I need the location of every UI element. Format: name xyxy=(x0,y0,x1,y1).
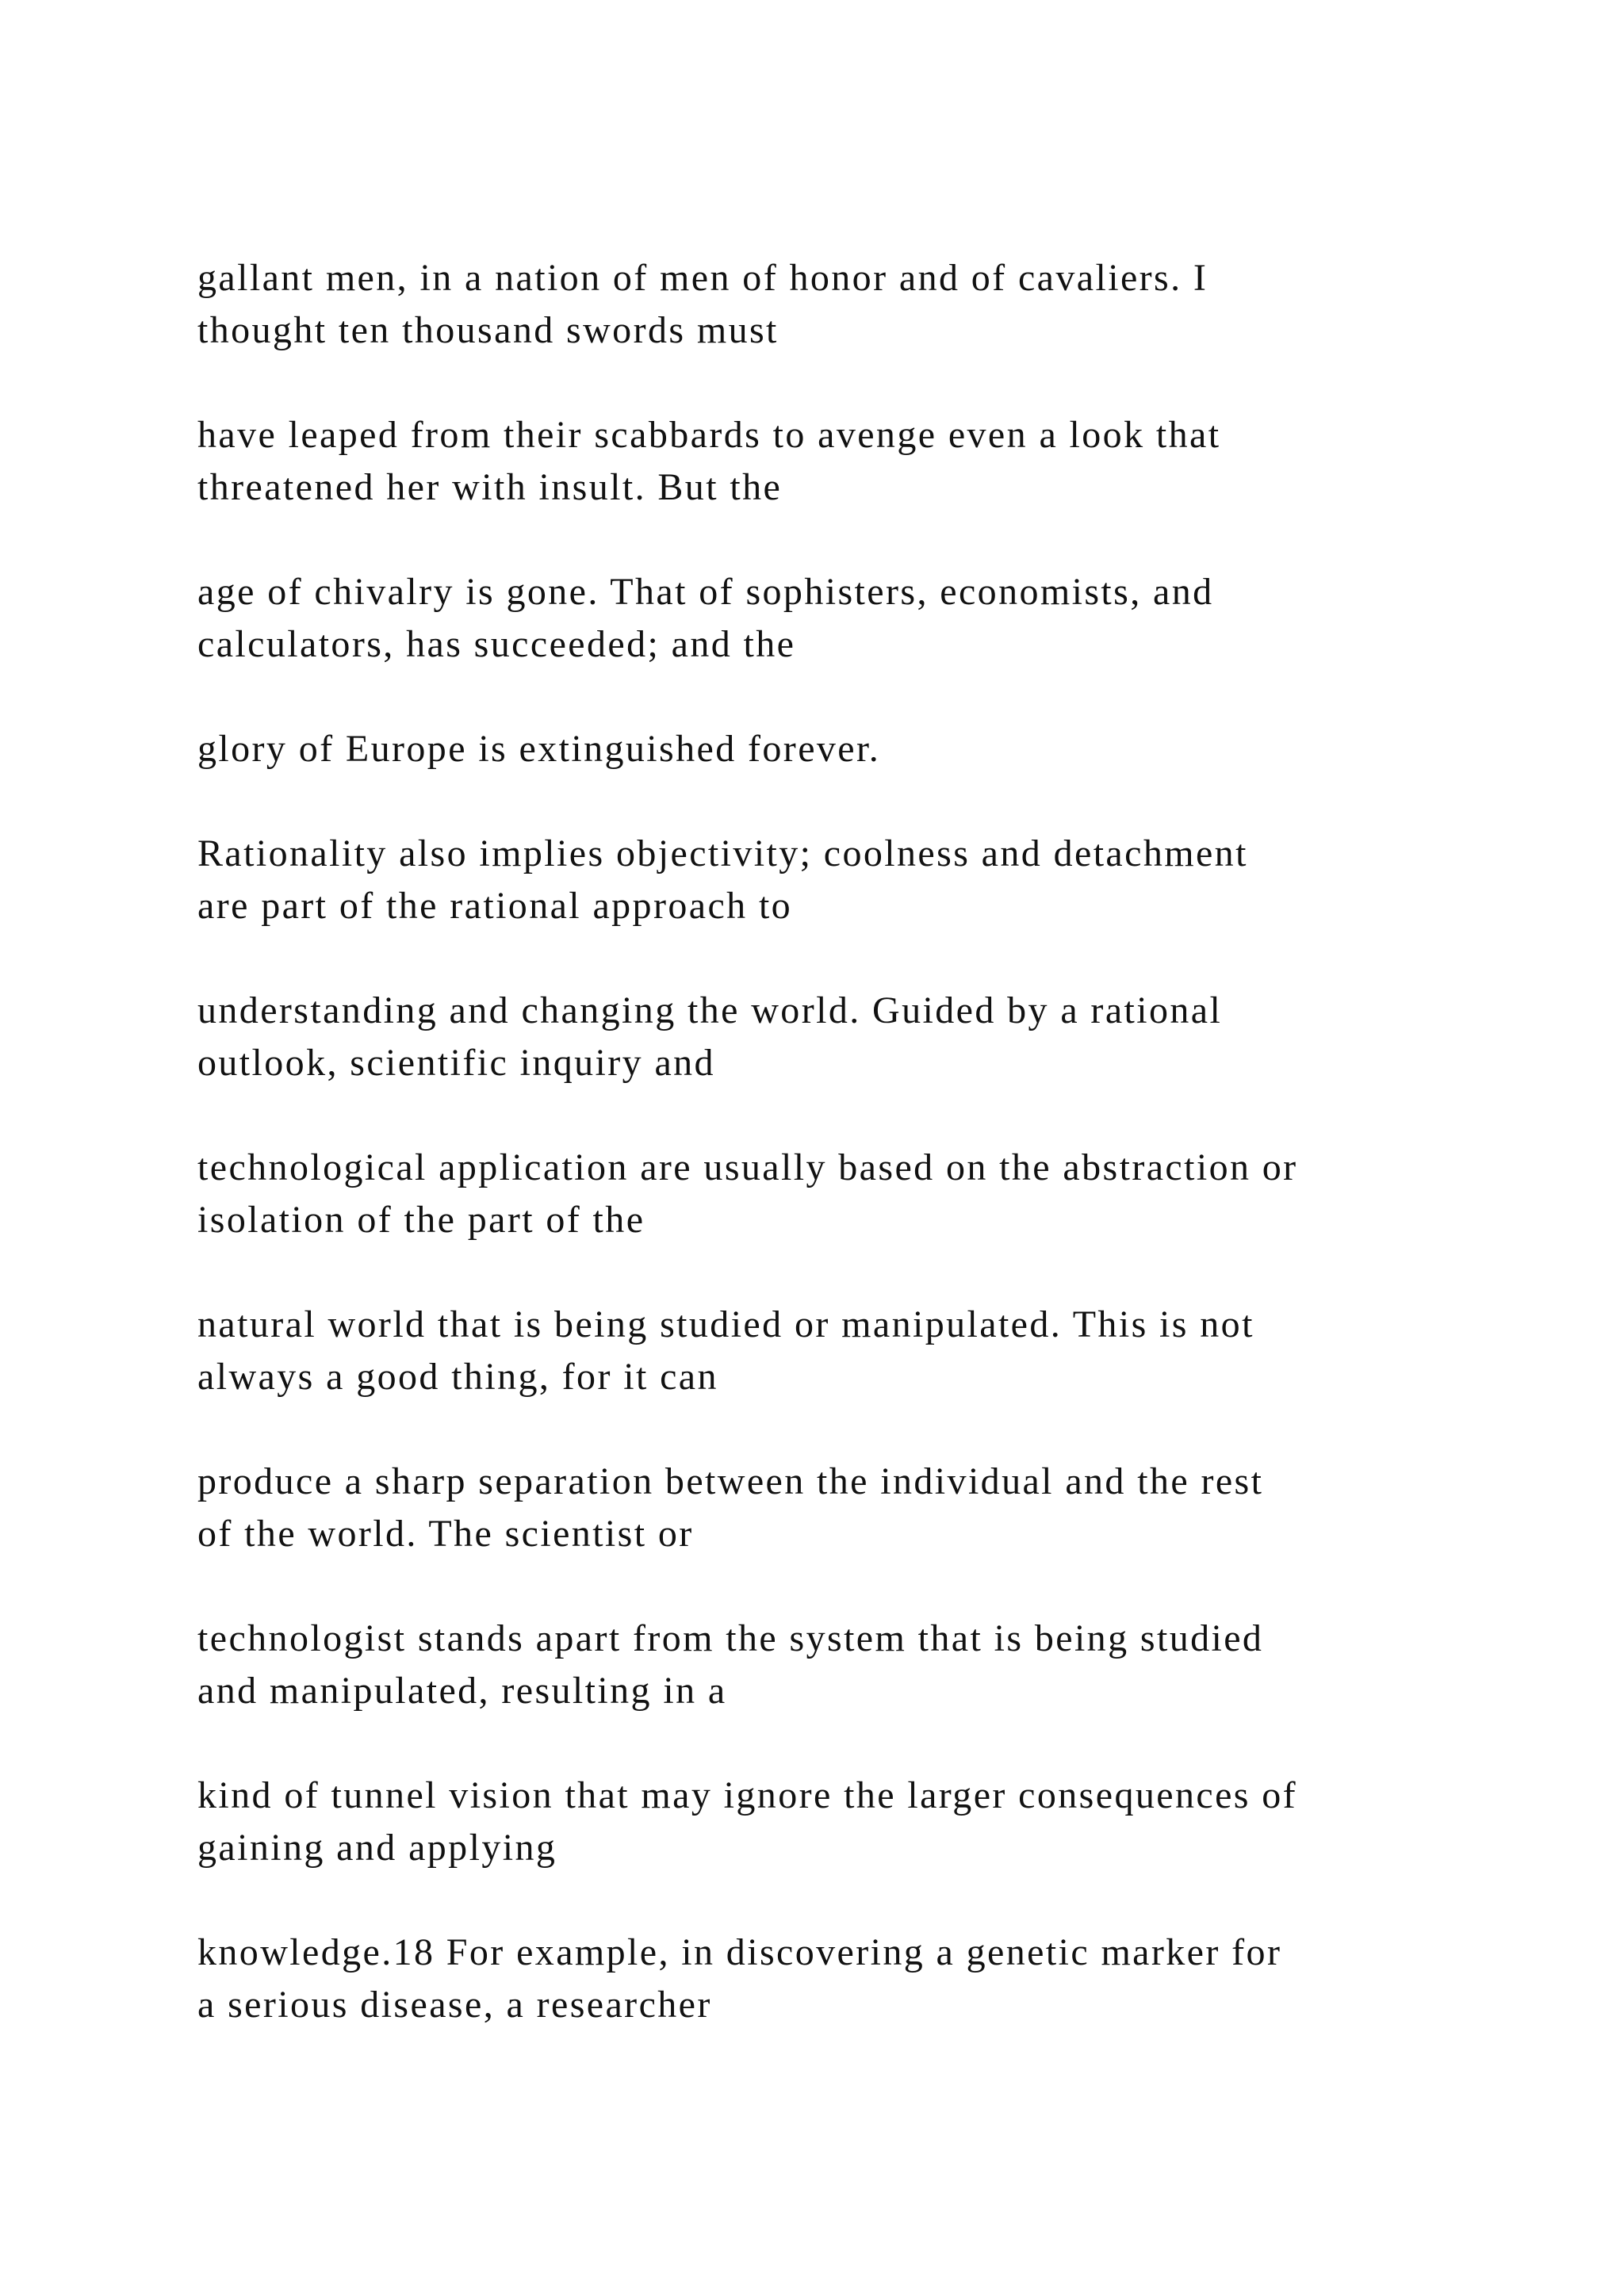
text-line: technological application are usually based on the abstraction or xyxy=(197,1146,1298,1188)
text-line: understanding and changing the world. Guided by a rational xyxy=(197,989,1223,1031)
paragraph xyxy=(197,1613,1545,1717)
text-line: technologist stands apart from the system that is being studied xyxy=(197,1617,1264,1659)
paragraph xyxy=(197,1927,1545,2031)
paragraph xyxy=(197,723,1545,775)
text-line: outlook, scientific inquiry and xyxy=(197,1042,715,1084)
text-line: of the world. The scientist or xyxy=(197,1513,694,1555)
text-line: natural world that is being studied or manipulated. This is not xyxy=(197,1303,1254,1345)
text-line: produce a sharp separation between the individual and the rest xyxy=(197,1460,1264,1502)
text-line: and manipulated, resulting in a xyxy=(197,1670,727,1712)
text-line: have leaped from their scabbards to avenge even a look that xyxy=(197,414,1221,456)
body-text xyxy=(197,252,1545,2084)
text-line: gaining and applying xyxy=(197,1827,557,1869)
text-line: gallant men, in a nation of men of honor and of cavaliers. I xyxy=(197,257,1208,299)
text-line: are part of the rational approach to xyxy=(197,885,793,927)
text-line: age of chivalry is gone. That of sophisters, economists, and xyxy=(197,571,1214,613)
text-line: a serious disease, a researcher xyxy=(197,1984,712,2026)
text-line: calculators, has succeeded; and the xyxy=(197,623,796,665)
text-line: thought ten thousand swords must xyxy=(197,309,779,351)
paragraph xyxy=(197,1142,1545,1246)
paragraph xyxy=(197,252,1545,357)
text-line: glory of Europe is extinguished forever. xyxy=(197,728,881,770)
paragraph xyxy=(197,1770,1545,1874)
paragraph xyxy=(197,1299,1545,1403)
paragraph xyxy=(197,409,1545,514)
text-line: threatened her with insult. But the xyxy=(197,466,783,508)
text-line: knowledge.18 For example, in discovering a genetic marker for xyxy=(197,1931,1282,1973)
text-line: always a good thing, for it can xyxy=(197,1356,718,1398)
paragraph xyxy=(197,1456,1545,1560)
text-line: kind of tunnel vision that may ignore the larger consequences of xyxy=(197,1774,1298,1816)
text-line: Rationality also implies objectivity; coolness and detachment xyxy=(197,832,1248,874)
paragraph xyxy=(197,828,1545,932)
text-line: isolation of the part of the xyxy=(197,1199,645,1241)
paragraph xyxy=(197,985,1545,1089)
paragraph xyxy=(197,566,1545,671)
